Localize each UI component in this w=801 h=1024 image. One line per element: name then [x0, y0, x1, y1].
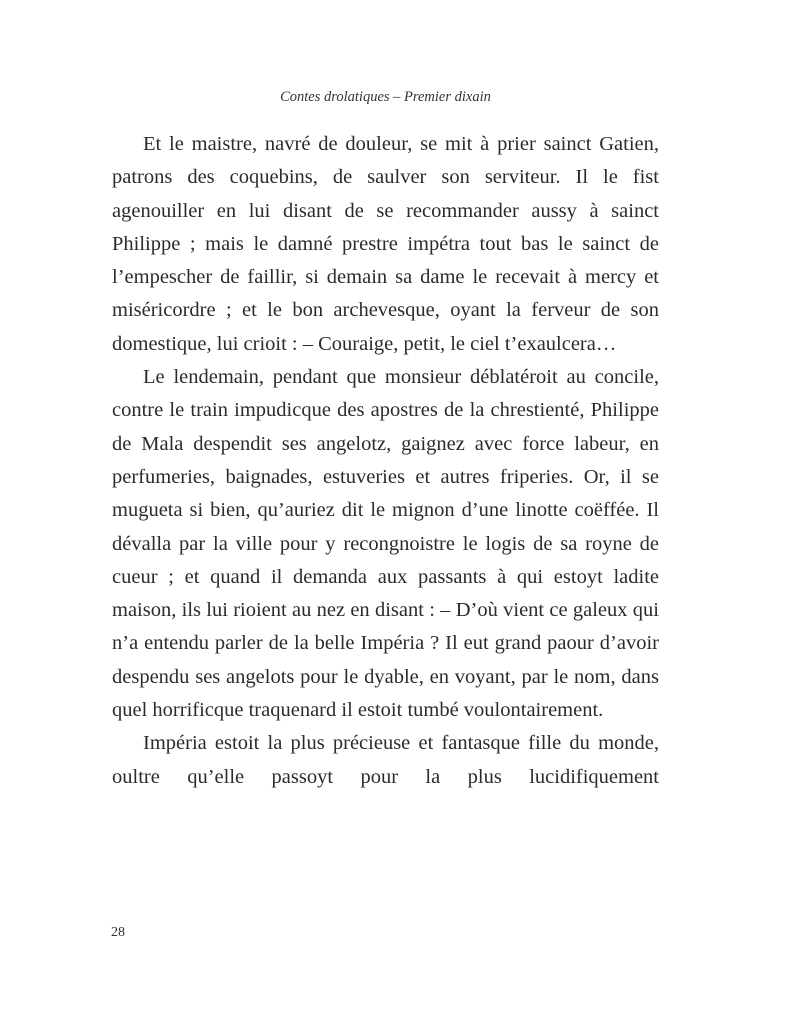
running-header: Contes drolatiques – Premier dixain — [280, 89, 491, 105]
paragraph-3: Impéria estoit la plus précieuse et fantasque fille du monde, oultre qu’elle passoyt pour la plus lucidifiquement — [112, 732, 659, 788]
body-text — [112, 128, 659, 794]
page-number: 28 — [111, 925, 125, 940]
paragraph-2: Le lendemain, pendant que monsieur déblatéroit au concile, contre le train impudicque des apostres de la chrestienté, Philippe de Mala despendit ses angelotz, gaignez avec force labeur, en perfumeries, baignades, estuveries et autres friperies. Or, il se mugueta si bien, qu’auriez dit le mignon d’une linotte coëffée. Il dévalla par la ville pour y recongnoistre le logis de sa royne de cueur ; et quand il demanda aux passants à qui estoyt ladite maison, ils lui rioient au nez en disant : – D’où vient ce galeux qui n’a entendu parler de la belle Impéria ? Il eut grand paour d’avoir despendu ses angelots pour le dyable, en voyant, par le nom, dans quel horrificque traquenard il estoit tumbé voulontairement. — [112, 366, 659, 722]
paragraph-1: Et le maistre, navré de douleur, se mit à prier sainct Gatien, patrons des coquebins, de saulver son serviteur. Il le fist agenouiller en lui disant de se recommander aussy à sainct Philippe ; mais le damné prestre impétra tout bas le sainct de l’empescher de faillir, si demain sa dame le recevait à mercy et miséricordre ; et le bon archevesque, oyant la ferveur de son domestique, lui crioit : – Couraige, petit, le ciel t’exaulcera… — [112, 133, 659, 355]
